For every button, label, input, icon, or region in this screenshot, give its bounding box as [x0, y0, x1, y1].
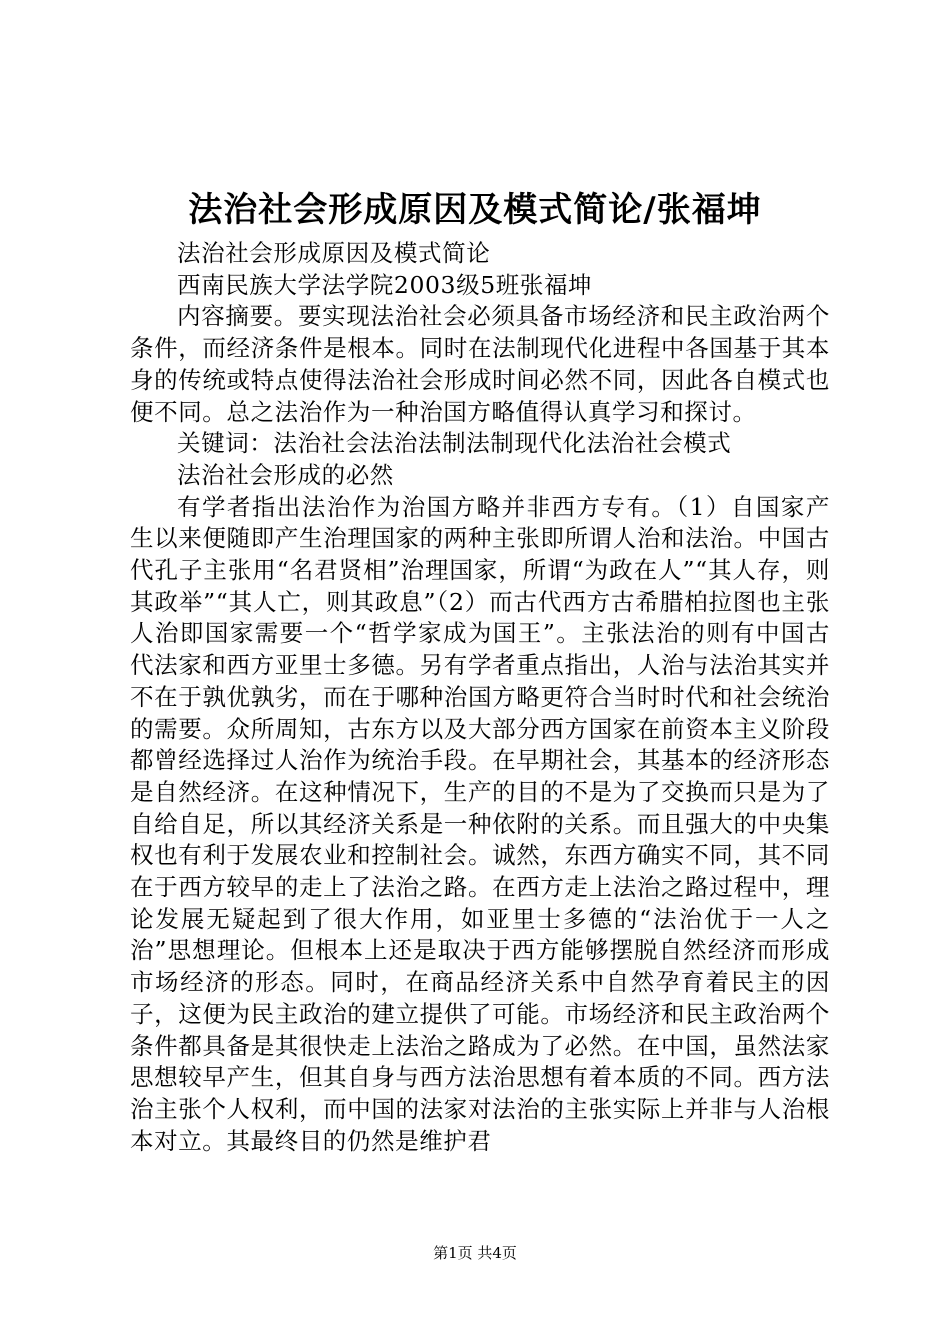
- document-title: 法治社会形成原因及模式简论/张福坤: [188, 190, 762, 230]
- abstract-paragraph: 内容摘要。要实现法治社会必须具备市场经济和民主政治两个条件，而经济条件是根本。同时在法制现代化进程中各国基于其本身的传统或特点使得法治社会形成时间必然不同，因此各自模式也便不同。总之法治作为一种治国方略值得认真学习和探讨。: [130, 302, 830, 426]
- document-body: [130, 238, 830, 1157]
- page-footer: 第1页 共4页: [433, 1244, 517, 1262]
- keywords-paragraph: 关键词：法治社会法治法制法制现代化法治社会模式: [177, 429, 732, 458]
- section-heading: 法治社会形成的必然: [177, 460, 394, 489]
- author-paragraph: 西南民族大学法学院2003级5班张福坤: [177, 270, 593, 299]
- body-paragraph: 有学者指出法治作为治国方略并非西方专有。（1）自国家产生以来便随即产生治理国家的两种主张即所谓人治和法治。中国古代孔子主张用“名君贤相”治理国家，所谓“为政在人”“其人存，则其政举”“其人亡，则其政息”（2）而古代西方古希腊柏拉图也主张人治即国家需要一个“哲学家成为国王”。主张法治的则有中国古代法家和西方亚里士多德。另有学者重点指出，人治与法治其实并不在于孰优孰劣，而在于哪种治国方略更符合当时时代和社会统治的需要。众所周知，古东方以及大部分西方国家在前资本主义阶段都曾经选择过人治作为统治手段。在早期社会，其基本的经济形态是自然经济。在这种情况下，生产的目的不是为了交换而只是为了自给自足，所以其经济关系是一种依附的关系。而且强大的中央集权也有利于发展农业和控制社会。诚然，东西方确实不同，其不同在于西方较早的走上了法治之路。在西方走上法治之路过程中，理论发展无疑起到了很大作用，如亚里士多德的“法治优于一人之治”思想理论。但根本上还是取决于西方能够摆脱自然经济而形成市场经济的形态。同时，在商品经济关系中自然孕育着民主的因子，这便为民主政治的建立提供了可能。市场经济和民主政治两个条件都具备是其很快走上法治之路成为了必然。在中国，虽然法家思想较早产生，但其自身与西方法治思想有着本质的不同。西方法治主张个人权利，而中国的法家对法治的主张实际上并非与人治根本对立。其最终目的仍然是维护君: [130, 492, 830, 1155]
- subtitle-paragraph: 法治社会形成原因及模式简论: [177, 239, 491, 267]
